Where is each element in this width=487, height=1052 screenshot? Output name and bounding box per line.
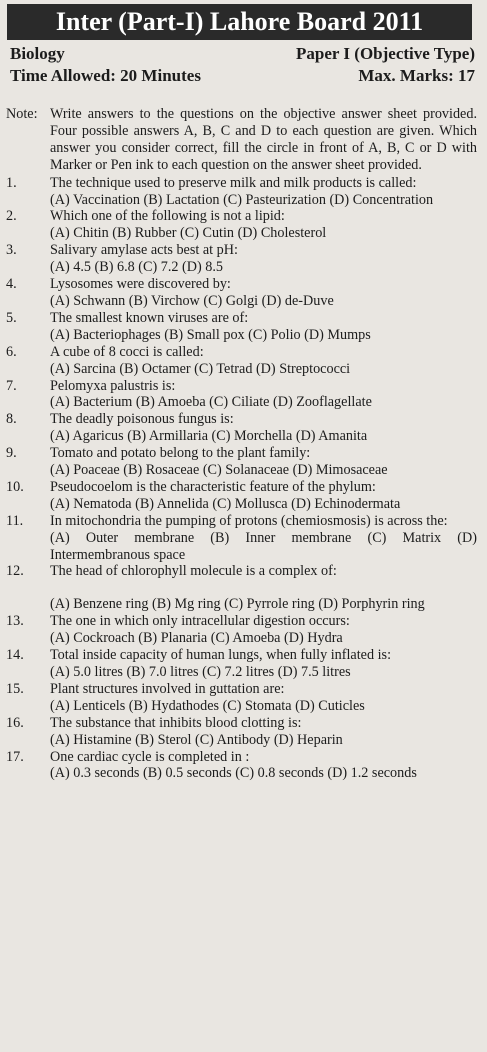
question-text: The deadly poisonous fungus is: <box>50 411 234 428</box>
question-item <box>6 344 477 378</box>
question-item <box>6 175 477 209</box>
answer-options: (A) Schwann (B) Virchow (C) Golgi (D) de-Duve <box>50 292 334 309</box>
question-text: Salivary amylase acts best at pH: <box>50 242 238 259</box>
question-number: 10. <box>6 478 24 495</box>
question-number: 2. <box>6 208 17 225</box>
question-content <box>50 411 477 445</box>
question-content <box>50 563 477 613</box>
question-number: 3. <box>6 242 17 259</box>
question-text: Total inside capacity of human lungs, when fully inflated is: <box>50 647 392 664</box>
note-label: Note: <box>6 106 38 122</box>
answer-options: (A) Vaccination (B) Lactation (C) Pasteurization (D) Concentration <box>50 191 434 208</box>
answer-options: (A) Benzene ring (B) Mg ring (C) Pyrrole ring (D) Porphyrin ring <box>50 596 425 613</box>
question-body <box>6 106 477 782</box>
answer-options: (A) 5.0 litres (B) 7.0 litres (C) 7.2 litres (D) 7.5 litres <box>50 664 351 680</box>
question-number: 12. <box>6 563 24 580</box>
question-number: 5. <box>6 309 17 326</box>
answer-options: (A) Agaricus (B) Armillaria (C) Morchella (D) Amanita <box>50 428 368 445</box>
instructions-note <box>6 106 477 174</box>
question-content <box>50 613 477 647</box>
question-number: 1. <box>6 174 17 191</box>
question-text: The technique used to preserve milk and milk products is called: <box>50 174 417 191</box>
question-list <box>6 175 477 783</box>
question-item <box>6 479 477 513</box>
question-content <box>50 276 477 310</box>
answer-options: (A) Chitin (B) Rubber (C) Cutin (D) Cholesterol <box>50 225 327 242</box>
question-item <box>6 613 477 647</box>
question-text: Plant structures involved in guttation are: <box>50 680 285 697</box>
question-number: 8. <box>6 411 17 428</box>
question-number: 6. <box>6 343 17 360</box>
answer-options: (A) 4.5 (B) 6.8 (C) 7.2 (D) 8.5 <box>50 259 223 276</box>
question-content <box>50 310 477 344</box>
answer-options: (A) Nematoda (B) Annelida (C) Mollusca (D) Echinodermata <box>50 495 401 512</box>
answer-options: (A) Poaceae (B) Rosaceae (C) Solanaceae (D) Mimosaceae <box>50 462 388 479</box>
header-row-1 <box>10 44 475 64</box>
question-content <box>50 749 477 783</box>
time-allowed: Time Allowed: 20 Minutes <box>10 66 201 85</box>
question-text: The substance that inhibits blood clotting is: <box>50 714 302 731</box>
question-item <box>6 445 477 479</box>
question-number: 14. <box>6 647 24 664</box>
question-content <box>50 647 477 681</box>
question-item <box>6 208 477 242</box>
question-content <box>50 681 477 715</box>
question-item <box>6 749 477 783</box>
answer-options: (A) 0.3 seconds (B) 0.5 seconds (C) 0.8 seconds (D) 1.2 seconds <box>50 765 417 782</box>
question-content <box>50 479 477 513</box>
question-item <box>6 310 477 344</box>
paper-label: Paper I (Objective Type) <box>296 44 475 63</box>
question-number: 9. <box>6 445 17 462</box>
question-item <box>6 276 477 310</box>
subject-label: Biology <box>10 44 65 63</box>
question-item <box>6 513 477 564</box>
note-text: Write answers to the questions on the objective answer sheet provided. Four possible answers A, B, C and D to each question are given. Which answer you consider correct, fill the circle in front of A, B, C or D with Marker or Pen ink to each question on the answer sheet provided. <box>50 106 477 173</box>
question-text: Pseudocoelom is the characteristic feature of the phylum: <box>50 478 376 495</box>
question-content <box>50 445 477 479</box>
page-title: Inter (Part-I) Lahore Board 2011 <box>7 4 472 40</box>
question-text: The one in which only intracellular digestion occurs: <box>50 613 350 630</box>
question-item <box>6 647 477 681</box>
question-item <box>6 378 477 412</box>
question-content <box>50 208 477 242</box>
question-item <box>6 563 477 613</box>
question-text: Lysosomes were discovered by: <box>50 276 231 293</box>
question-number: 17. <box>6 748 24 765</box>
answer-options: (A) Sarcina (B) Octamer (C) Tetrad (D) Streptococci <box>50 360 351 377</box>
question-text: The smallest known viruses are of: <box>50 309 249 326</box>
question-item <box>6 411 477 445</box>
question-number: 13. <box>6 613 24 630</box>
question-text: The head of chlorophyll molecule is a complex of: <box>50 563 337 580</box>
blank-line <box>50 580 477 596</box>
question-content <box>50 344 477 378</box>
question-number: 7. <box>6 377 17 394</box>
answer-options: (A) Cockroach (B) Planaria (C) Amoeba (D) Hydra <box>50 630 343 647</box>
question-text: Which one of the following is not a lipid: <box>50 208 285 225</box>
question-number: 16. <box>6 714 24 731</box>
question-content <box>50 242 477 276</box>
question-number: 11. <box>6 512 24 529</box>
question-content <box>50 378 477 412</box>
question-text: Tomato and potato belong to the plant family: <box>50 445 311 462</box>
header-row-2 <box>10 66 475 86</box>
question-content <box>50 513 477 564</box>
answer-options: (A) Bacteriophages (B) Small pox (C) Polio (D) Mumps <box>50 326 371 343</box>
question-number: 4. <box>6 276 17 293</box>
question-text: A cube of 8 cocci is called: <box>50 343 204 360</box>
question-item <box>6 715 477 749</box>
question-item <box>6 242 477 276</box>
answer-options: (A) Outer membrane (B) Inner membrane (C) Matrix (D) Intermembranous space <box>50 529 477 563</box>
question-content <box>50 715 477 749</box>
answer-options: (A) Histamine (B) Sterol (C) Antibody (D) Heparin <box>50 731 343 748</box>
max-marks: Max. Marks: 17 <box>358 66 475 85</box>
question-number: 15. <box>6 680 24 697</box>
question-text: In mitochondria the pumping of protons (chemiosmosis) is across the: <box>50 512 448 529</box>
question-text: One cardiac cycle is completed in : <box>50 748 250 765</box>
question-item <box>6 681 477 715</box>
question-content <box>50 175 477 209</box>
answer-options: (A) Lenticels (B) Hydathodes (C) Stomata (D) Cuticles <box>50 697 365 714</box>
answer-options: (A) Bacterium (B) Amoeba (C) Ciliate (D) Zooflagellate <box>50 394 372 411</box>
question-text: Pelomyxa palustris is: <box>50 377 176 394</box>
